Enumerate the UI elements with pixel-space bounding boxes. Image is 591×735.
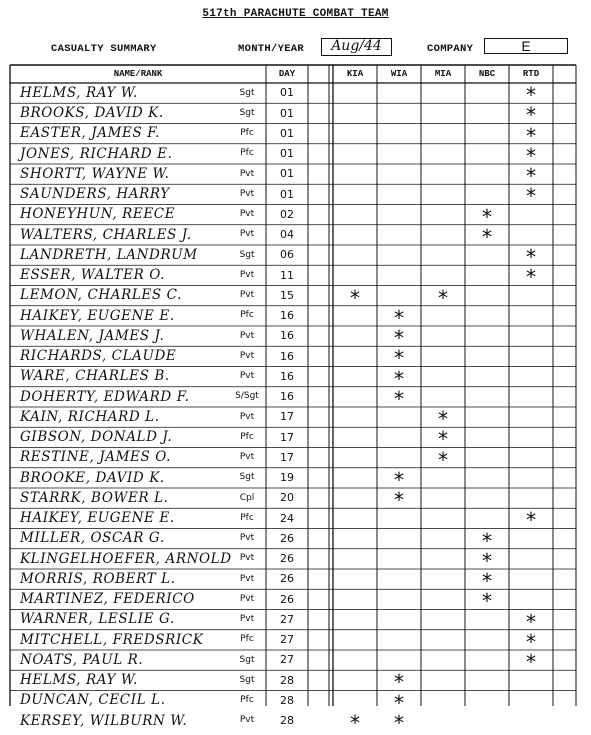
day-cell: 24	[280, 511, 294, 525]
day-cell: 19	[280, 471, 294, 485]
rank-cell: Pvt	[239, 350, 255, 361]
name-cell: RICHARDS, CLAUDE	[20, 348, 177, 364]
name-cell: HELMS, RAY W.	[20, 672, 138, 688]
month-year-field[interactable]: Aug/44	[321, 38, 392, 56]
name-cell: GIBSON, DONALD J.	[20, 429, 173, 445]
rank-cell: Sgt	[239, 674, 255, 685]
name-cell: WALTERS, CHARLES J.	[20, 226, 192, 243]
mark-kia: *	[350, 285, 360, 310]
name-cell: RESTINE, JAMES O.	[20, 449, 172, 466]
mark-rtd: *	[526, 83, 536, 108]
day-cell: 16	[280, 329, 294, 343]
mark-rtd: *	[526, 650, 536, 675]
name-cell: JONES, RICHARD E.	[20, 145, 173, 162]
name-cell: HELMS, RAY W.	[20, 84, 138, 101]
name-cell: BROOKE, DAVID K.	[20, 469, 165, 486]
mark-rtd: *	[526, 123, 536, 148]
mark-wia: *	[394, 488, 404, 513]
day-cell: 16	[280, 369, 294, 383]
rank-cell: Pfc	[240, 634, 254, 645]
name-cell: DOHERTY, EDWARD F.	[20, 388, 190, 405]
mark-nbc: *	[482, 589, 492, 614]
name-cell: NOATS, PAUL R.	[20, 651, 144, 668]
rank-cell: Pvt	[239, 573, 255, 584]
rank-cell: Pfc	[240, 512, 254, 523]
day-cell: 26	[280, 531, 294, 545]
day-cell: 27	[280, 633, 294, 647]
mark-rtd: *	[526, 609, 536, 634]
rank-cell: Pvt	[239, 715, 255, 726]
rank-cell: Pfc	[240, 148, 254, 159]
month-year-label: MONTH/YEAR	[238, 43, 305, 55]
day-cell: 17	[280, 450, 294, 464]
rank-cell: Sgt	[239, 249, 255, 260]
mark-rtd: *	[526, 103, 536, 128]
name-cell: HAIKEY, EUGENE E.	[20, 510, 175, 526]
rank-cell: Pvt	[239, 188, 255, 199]
casualty-summary-label: CASUALTY SUMMARY	[51, 43, 157, 55]
mark-nbc: *	[482, 224, 492, 249]
col-header-wia: WIA	[390, 69, 408, 79]
col-header-name-rank: NAME/RANK	[113, 69, 163, 79]
rank-cell: Sgt	[239, 107, 255, 118]
rank-cell: Pvt	[239, 593, 255, 604]
mark-wia: *	[394, 366, 404, 391]
day-cell: 01	[280, 106, 294, 120]
rank-cell: Pfc	[240, 128, 254, 139]
rank-cell: Cpl	[239, 492, 255, 503]
name-cell: MARTINEZ, FEDERICO	[20, 591, 195, 607]
mark-rtd: *	[526, 143, 536, 168]
mark-nbc: *	[482, 548, 492, 573]
day-cell: 27	[280, 612, 294, 626]
rank-cell: Pfc	[240, 310, 254, 321]
day-cell: 02	[280, 207, 294, 221]
day-cell: 15	[280, 288, 294, 302]
name-cell: KAIN, RICHARD L.	[20, 408, 160, 425]
day-cell: 20	[280, 491, 294, 505]
company-label: COMPANY	[427, 43, 474, 55]
rank-cell: Pvt	[239, 533, 255, 544]
mark-rtd: *	[526, 629, 536, 654]
mark-mia: *	[438, 427, 448, 452]
mark-rtd: *	[526, 508, 536, 533]
name-cell: BROOKS, DAVID K.	[20, 105, 164, 121]
rank-cell: Pvt	[239, 371, 255, 382]
day-cell: 28	[280, 673, 294, 687]
day-cell: 26	[280, 552, 294, 566]
rank-cell: S/Sgt	[235, 391, 259, 402]
mark-nbc: *	[482, 204, 492, 229]
mark-nbc: *	[482, 569, 492, 594]
mark-wia: *	[394, 346, 404, 371]
day-cell: 26	[280, 572, 294, 586]
mark-rtd: *	[526, 164, 536, 189]
rank-cell: Pvt	[239, 168, 255, 179]
rank-cell: Pvt	[239, 411, 255, 422]
rank-cell: Pvt	[239, 330, 255, 341]
day-cell: 26	[280, 592, 294, 606]
mark-mia: *	[438, 285, 448, 310]
mark-wia: *	[394, 710, 404, 735]
rank-cell: Pvt	[239, 452, 255, 463]
col-header-kia: KIA	[346, 69, 364, 79]
name-cell: SAUNDERS, HARRY	[20, 186, 170, 202]
mark-nbc: *	[482, 528, 492, 553]
day-cell: 16	[280, 390, 294, 404]
rank-cell: Pvt	[239, 269, 255, 280]
mark-rtd: *	[526, 265, 536, 290]
rank-cell: Sgt	[239, 654, 255, 665]
mark-rtd: *	[526, 245, 536, 270]
col-header-nbc: NBC	[478, 69, 496, 79]
rank-cell: Pvt	[239, 290, 255, 301]
day-cell: 01	[280, 147, 294, 161]
day-cell: 04	[280, 228, 294, 242]
col-header-rtd: RTD	[522, 69, 540, 79]
rank-cell: Pvt	[239, 614, 255, 625]
name-cell: KERSEY, WILBURN W.	[20, 712, 188, 729]
name-cell: WARE, CHARLES B.	[20, 368, 170, 385]
name-cell: SHORTT, WAYNE W.	[20, 165, 170, 182]
day-cell: 11	[280, 268, 294, 282]
mark-wia: *	[394, 326, 404, 351]
day-cell: 01	[280, 167, 294, 181]
col-header-day: DAY	[278, 69, 296, 79]
name-cell: MILLER, OSCAR G.	[20, 530, 165, 547]
day-cell: 27	[280, 653, 294, 667]
day-cell: 28	[280, 693, 294, 707]
mark-wia: *	[394, 467, 404, 492]
mark-mia: *	[438, 407, 448, 432]
mark-wia: *	[394, 670, 404, 695]
name-cell: ESSER, WALTER O.	[20, 267, 166, 283]
mark-wia: *	[394, 690, 404, 715]
name-cell: EASTER, JAMES F.	[20, 125, 160, 142]
name-cell: KLINGELHOEFER, ARNOLD	[20, 550, 232, 567]
day-cell: 01	[280, 126, 294, 140]
name-cell: HONEYHUN, REECE	[20, 206, 176, 223]
mark-wia: *	[394, 305, 404, 330]
name-cell: WARNER, LESLIE G.	[20, 611, 175, 628]
name-cell: STARRK, BOWER L.	[20, 489, 169, 506]
name-cell: DUNCAN, CECIL L.	[20, 692, 166, 709]
rank-cell: Pfc	[240, 695, 254, 706]
day-cell: 01	[280, 86, 294, 100]
day-cell: 17	[280, 430, 294, 444]
rank-cell: Pvt	[239, 553, 255, 564]
mark-kia: *	[350, 710, 360, 735]
col-header-mia: MIA	[434, 69, 452, 79]
day-cell: 17	[280, 410, 294, 424]
company-field[interactable]: E	[484, 38, 568, 54]
day-cell: 16	[280, 349, 294, 363]
mark-rtd: *	[526, 184, 536, 209]
mark-wia: *	[394, 386, 404, 411]
rank-cell: Sgt	[239, 87, 255, 98]
name-cell: LANDRETH, LANDRUM	[20, 246, 198, 263]
rank-cell: Pvt	[239, 229, 255, 240]
name-cell: WHALEN, JAMES J.	[20, 327, 165, 344]
day-cell: 06	[280, 248, 294, 262]
rank-cell: Pfc	[240, 431, 254, 442]
rank-cell: Pvt	[239, 209, 255, 220]
day-cell: 16	[280, 309, 294, 323]
name-cell: HAIKEY, EUGENE E.	[20, 307, 175, 324]
mark-mia: *	[438, 447, 448, 472]
name-cell: MITCHELL, FREDSRICK	[20, 631, 204, 648]
form-title: 517th PARACHUTE COMBAT TEAM	[202, 8, 389, 20]
name-cell: MORRIS, ROBERT L.	[20, 570, 176, 587]
name-cell: LEMON, CHARLES C.	[20, 287, 182, 304]
rank-cell: Sgt	[239, 472, 255, 483]
day-cell: 28	[280, 714, 294, 728]
day-cell: 01	[280, 187, 294, 201]
